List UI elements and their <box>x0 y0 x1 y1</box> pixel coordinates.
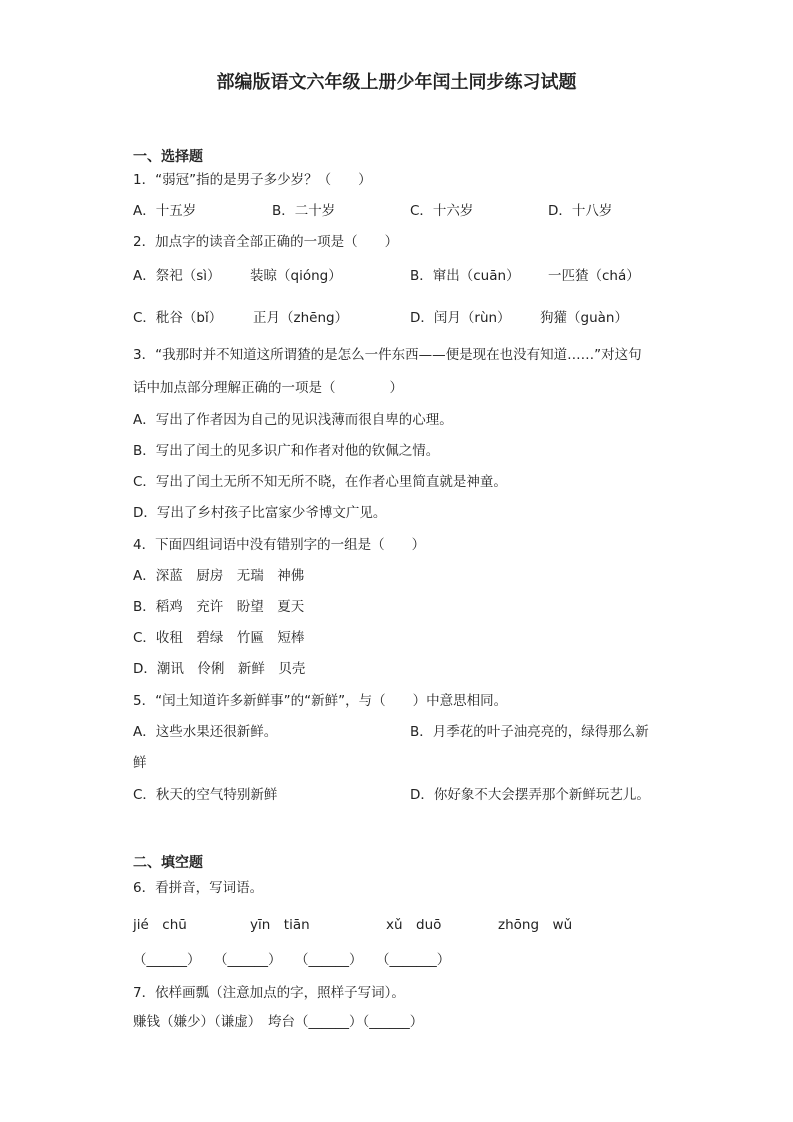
question-2-option-a-1: A．祭祀（sì） <box>133 268 221 284</box>
question-5-option-c: C．秋天的空气特别新鲜 <box>133 787 278 803</box>
question-4-option-c: C．收租 碧绿 竹匾 短棒 <box>133 630 305 646</box>
question-2-option-a-2: 装晾（qióng） <box>250 268 342 284</box>
question-2-option-c-1: C．秕谷（bǐ） <box>133 310 223 326</box>
question-4-option-d: D．潮讯 伶俐 新鲜 贝壳 <box>133 661 306 677</box>
pinyin-3: xǔ duō <box>386 917 442 933</box>
question-1-option-c: C．十六岁 <box>410 203 474 219</box>
section-heading-fill-in: 二、填空题 <box>133 855 203 871</box>
pinyin-2: yīn tiān <box>250 917 310 933</box>
answer-blanks-row[interactable]: （______） （______） （______） （_______） <box>133 952 451 968</box>
question-5-option-b-continued: 鲜 <box>133 755 147 771</box>
question-5-option-d: D．你好象不大会摆弄那个新鲜玩艺儿。 <box>410 787 650 803</box>
question-3-option-d: D．写出了乡村孩子比富家少爷博文广见。 <box>133 505 387 521</box>
question-3-option-b: B．写出了闰土的见多识广和作者对他的钦佩之情。 <box>133 443 440 459</box>
question-3-option-a: A．写出了作者因为自己的见识浅薄而很自卑的心理。 <box>133 412 453 428</box>
pinyin-4: zhōng wǔ <box>498 917 573 933</box>
question-2-option-d-1: D．闰月（rùn） <box>410 310 511 326</box>
question-3-stem-line-1: 3．“我那时并不知道这所谓猹的是怎么一件东西——便是现在也没有知道……”对这句 <box>133 347 642 363</box>
question-5-stem: 5．“闰土知道许多新鲜事”的“新鲜”，与（ ）中意思相同。 <box>133 693 508 709</box>
question-2-option-d-2: 狗獾（guàn） <box>540 310 628 326</box>
question-3-option-c: C．写出了闰土无所不知无所不晓，在作者心里简直就是神童。 <box>133 474 507 490</box>
question-1-stem: 1．“弱冠”指的是男子多少岁？（ ） <box>133 172 372 188</box>
question-2-stem: 2．加点字的读音全部正确的一项是（ ） <box>133 234 399 250</box>
pinyin-1: jié chū <box>133 917 187 933</box>
question-7-stem: 7．依样画瓢（注意加点的字，照样子写词）。 <box>133 985 405 1001</box>
page-title: 部编版语文六年级上册少年闰土同步练习试题 <box>216 72 577 93</box>
question-7-example-line[interactable]: 赚钱（嫌少）（谦虚） 垮台（______）（______） <box>133 1014 424 1030</box>
question-1-option-b: B．二十岁 <box>272 203 336 219</box>
question-1-option-d: D．十八岁 <box>548 203 613 219</box>
question-4-option-a: A．深蓝 厨房 无瑞 神佛 <box>133 568 305 584</box>
question-2-option-b-1: B．窜出（cuān） <box>410 268 520 284</box>
question-3-stem-line-2: 话中加点部分理解正确的一项是（ ） <box>133 380 403 396</box>
question-2-option-b-2: 一匹猹（chá） <box>548 268 640 284</box>
question-4-option-b: B．稻鸡 充许 盼望 夏天 <box>133 599 305 615</box>
question-4-stem: 4．下面四组词语中没有错别字的一组是（ ） <box>133 537 426 553</box>
question-5-option-a: A．这些水果还很新鲜。 <box>133 724 278 740</box>
question-6-stem: 6．看拼音，写词语。 <box>133 880 264 896</box>
question-5-option-b: B．月季花的叶子油亮亮的，绿得那么新 <box>410 724 649 740</box>
question-1-option-a: A．十五岁 <box>133 203 197 219</box>
section-heading-choice: 一、选择题 <box>133 149 203 165</box>
question-2-option-c-2: 正月（zhēng） <box>253 310 349 326</box>
